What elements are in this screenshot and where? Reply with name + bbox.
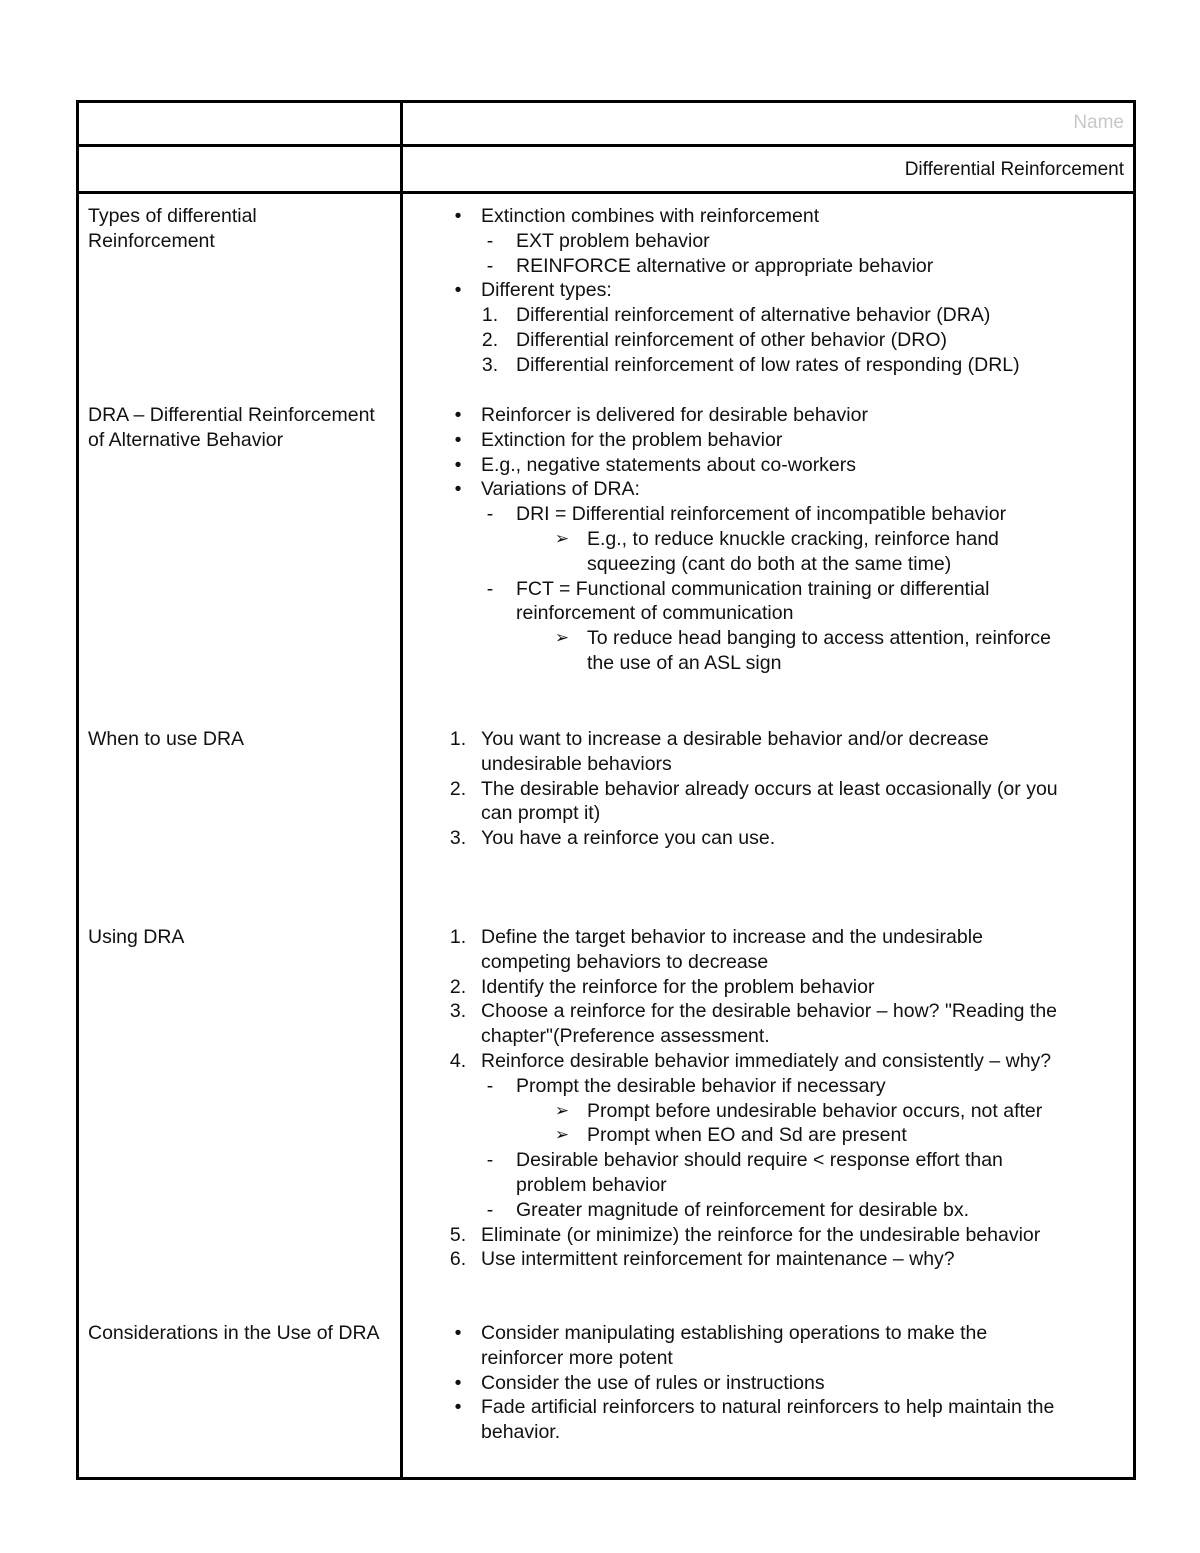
note-line: Greater magnitude of reinforcement for desirable bx. bbox=[516, 1198, 970, 1221]
arrow-bullet-icon: ➢ bbox=[554, 1125, 570, 1145]
bullet-icon: • bbox=[454, 478, 462, 501]
note-line: Desirable behavior should require < response effort than bbox=[516, 1149, 1003, 1172]
list-marker: 5. bbox=[449, 1223, 467, 1246]
list-marker: - bbox=[486, 503, 494, 526]
list-marker: - bbox=[486, 1074, 494, 1097]
note-line: Differential reinforcement of alternative behavior (DRA) bbox=[516, 304, 991, 327]
list-marker: 4. bbox=[449, 1050, 467, 1072]
note-line: E.g., negative statements about co-workers bbox=[481, 453, 857, 476]
note-line: behavior. bbox=[481, 1421, 561, 1444]
note-line: the use of an ASL sign bbox=[587, 652, 782, 674]
note-line: can prompt it) bbox=[481, 802, 601, 825]
note-line: Choose a reinforce for the desirable behavior – how? "Reading the bbox=[481, 1000, 1058, 1023]
row-label-considerations: Considerations in the Use of DRA bbox=[88, 1322, 380, 1344]
row-divider bbox=[76, 144, 1136, 147]
list-marker: - bbox=[486, 1149, 494, 1172]
row-divider bbox=[76, 191, 1136, 194]
arrow-bullet-icon: ➢ bbox=[554, 529, 570, 548]
note-line: REINFORCE alternative or appropriate behavior bbox=[516, 254, 934, 277]
note-line: Eliminate (or minimize) the reinforce for the undesirable behavior bbox=[481, 1223, 1041, 1246]
note-line: Fade artificial reinforcers to natural reinforcers to help maintain the bbox=[481, 1396, 1055, 1419]
list-marker: 6. bbox=[449, 1248, 467, 1271]
note-line: Extinction combines with reinforcement bbox=[481, 205, 820, 227]
row-label-when: When to use DRA bbox=[88, 728, 245, 750]
arrow-bullet-icon: ➢ bbox=[554, 1100, 570, 1120]
bullet-icon: • bbox=[454, 1371, 462, 1394]
list-marker: 2. bbox=[449, 975, 467, 998]
bullet-icon: • bbox=[454, 453, 462, 476]
note-line: Prompt the desirable behavior if necessary bbox=[516, 1074, 886, 1097]
note-line: Extinction for the problem behavior bbox=[481, 428, 783, 451]
note-line: DRI = Differential reinforcement of incompatible behavior bbox=[516, 503, 1007, 526]
note-line: competing behaviors to decrease bbox=[481, 950, 769, 973]
note-line: Use intermittent reinforcement for maintenance – why? bbox=[481, 1248, 955, 1271]
list-marker: - bbox=[486, 229, 494, 252]
note-line: Consider manipulating establishing operations to make the bbox=[481, 1322, 988, 1344]
note-line: Prompt before undesirable behavior occurs, not after bbox=[587, 1099, 1043, 1122]
note-line: Define the target behavior to increase and the undesirable bbox=[481, 926, 983, 948]
note-line: EXT problem behavior bbox=[516, 229, 710, 252]
list-marker: 1. bbox=[449, 728, 467, 750]
note-line: The desirable behavior already occurs at least occasionally (or you bbox=[481, 777, 1058, 800]
note-line: undesirable behaviors bbox=[481, 752, 672, 775]
note-line: E.g., to reduce knuckle cracking, reinforce hand bbox=[587, 528, 999, 550]
arrow-bullet-icon: ➢ bbox=[554, 628, 570, 648]
list-marker: 3. bbox=[481, 353, 499, 376]
note-line: Variations of DRA: bbox=[481, 478, 640, 501]
note-line: Reinforce desirable behavior immediately and consistently – why? bbox=[481, 1050, 1052, 1072]
list-marker: 1. bbox=[449, 926, 467, 948]
bullet-icon: • bbox=[454, 404, 462, 426]
bullet-icon: • bbox=[454, 1322, 462, 1344]
note-line: Prompt when EO and Sd are present bbox=[587, 1124, 907, 1147]
list-marker: - bbox=[486, 577, 494, 600]
list-marker: 2. bbox=[449, 777, 467, 800]
bullet-icon: • bbox=[454, 428, 462, 451]
note-line: reinforcer more potent bbox=[481, 1346, 673, 1369]
note-line: FCT = Functional communication training or differential bbox=[516, 577, 990, 600]
note-line: reinforcement of communication bbox=[516, 602, 794, 625]
list-marker: - bbox=[486, 254, 494, 277]
note-line: Different types: bbox=[481, 279, 612, 302]
bullet-icon: • bbox=[454, 1396, 462, 1419]
list-marker: 3. bbox=[449, 1000, 467, 1023]
note-line: problem behavior bbox=[516, 1174, 667, 1196]
list-marker: 2. bbox=[481, 329, 499, 351]
list-marker: 3. bbox=[449, 827, 467, 850]
topic-title: Differential Reinforcement bbox=[904, 159, 1124, 180]
note-line: squeezing (cant do both at the same time) bbox=[587, 552, 952, 575]
note-line: Consider the use of rules or instructions bbox=[481, 1371, 825, 1394]
note-line: Differential reinforcement of other behavior (DRO) bbox=[516, 329, 947, 351]
name-field[interactable]: Name bbox=[1073, 112, 1124, 133]
note-line: You have a reinforce you can use. bbox=[481, 827, 776, 850]
row-label-dra: DRA – Differential Reinforcement of Alternative Behavior bbox=[88, 404, 375, 451]
bullet-icon: • bbox=[454, 205, 462, 227]
note-line: You want to increase a desirable behavior and/or decrease bbox=[481, 728, 989, 750]
row-label-types: Types of differential Reinforcement bbox=[88, 205, 257, 252]
list-marker: - bbox=[486, 1198, 494, 1221]
note-line: Reinforcer is delivered for desirable behavior bbox=[481, 404, 868, 426]
note-line: Differential reinforcement of low rates of responding (DRL) bbox=[516, 353, 1020, 376]
note-line: To reduce head banging to access attention, reinforce bbox=[587, 627, 1051, 650]
note-line: Identify the reinforce for the problem behavior bbox=[481, 975, 875, 998]
bullet-icon: • bbox=[454, 279, 462, 302]
row-label-using: Using DRA bbox=[88, 926, 185, 948]
note-line: chapter"(Preference assessment. bbox=[481, 1025, 770, 1048]
column-divider bbox=[400, 100, 403, 1480]
list-marker: 1. bbox=[481, 304, 499, 327]
